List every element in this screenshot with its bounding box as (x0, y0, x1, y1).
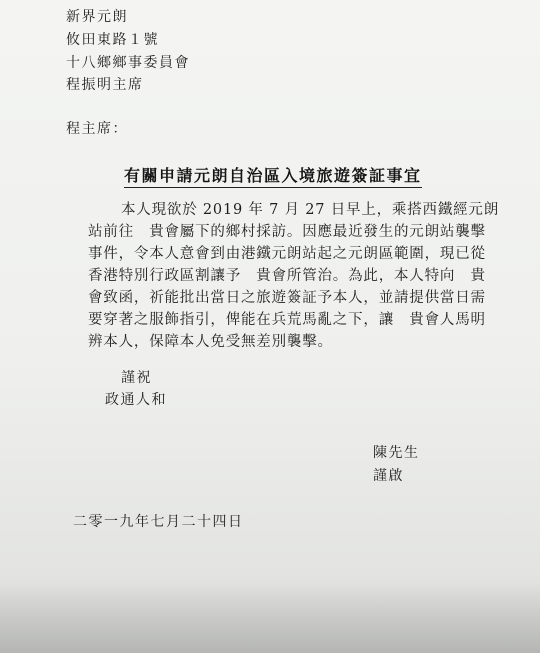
address-line-2: 攸田東路１號 (66, 32, 159, 48)
body-line-2: 站前往 貴會屬下的鄉村採訪。因應最近發生的元朗站襲擊 (88, 224, 486, 240)
salutation: 程主席： (66, 121, 128, 137)
body-line-4: 香港特別行政區割讓予 貴會所管治。為此，本人特向 貴 (88, 268, 486, 284)
body-line-3: 事件，令本人意會到由港鐵元朗站起之元朗區範圍，現已從 (88, 246, 486, 262)
letter-subject: 有關申請元朗自治區入境旅遊簽証事宜 (124, 166, 422, 188)
closing-line-1: 謹祝 (121, 370, 152, 386)
letter-date: 二零一九年七月二十四日 (73, 514, 244, 530)
body-line-6: 要穿著之服飾指引，俾能在兵荒馬亂之下，讓 貴會人馬明 (88, 312, 486, 328)
photo-shadow (0, 583, 540, 653)
body-line-7: 辨本人，保障本人免受無差別襲擊。 (88, 334, 333, 350)
body-line-1: 本人現欲於 2019 年 7 月 27 日早上，乘搭西鐵經元朗 (121, 202, 500, 218)
address-line-1: 新界元朗 (66, 9, 128, 25)
signature-name: 陳先生 (373, 445, 420, 461)
address-line-4: 程振明主席 (66, 77, 144, 93)
body-line-5: 會致函，祈能批出當日之旅遊簽証予本人，並請提供當日需 (88, 290, 486, 306)
signature-respect: 謹啟 (373, 468, 404, 484)
closing-line-2: 政通人和 (105, 392, 167, 408)
address-line-3: 十八鄉鄉事委員會 (66, 55, 190, 71)
